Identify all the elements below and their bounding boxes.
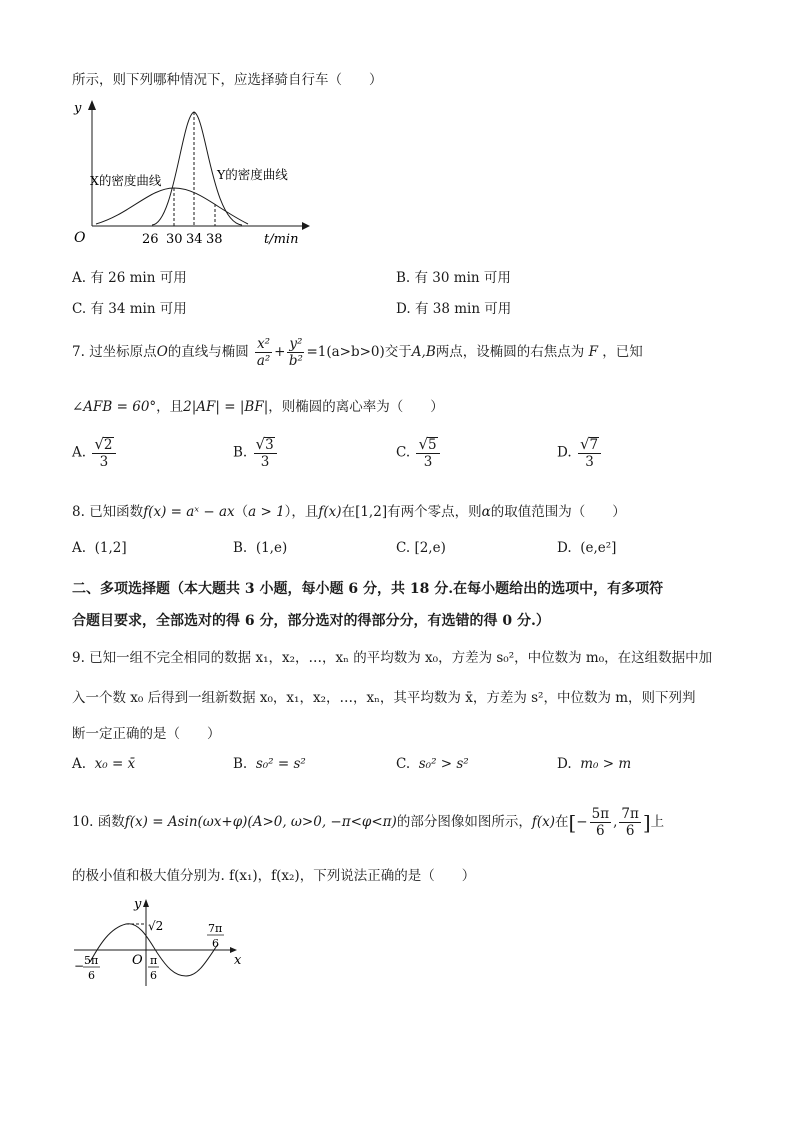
q8-option-b[interactable]: B. (1,e) [233,540,288,556]
q10-sqrt2-label: √2 [148,919,164,933]
q9-option-b[interactable]: B. s₀² = s² [233,756,306,772]
q10-x-label: x [234,953,242,968]
q6-density-graph [70,96,340,252]
q6-option-d[interactable]: D. 有 38 min 可用 [396,301,512,317]
q6-x-label: t/min [264,232,299,247]
q10-neg5pi-num: 5π [84,954,99,967]
q10-neg5pi-den: 6 [88,969,95,982]
q6-option-b[interactable]: B. 有 30 min 可用 [396,270,511,286]
q10-sine-graph [70,892,250,988]
q7-option-d[interactable]: D. $\frac{√7}{3}$ [557,436,603,470]
q6-tick-38: 38 [206,232,223,247]
q9-stem-line2: 入一个数 x₀ 后得到一组新数据 x₀，x₁，x₂，…，xₙ，其平均数为 x̄，方差为 s²，中位数为 m，则下列判 [72,690,696,706]
q10-stem-line1: 10. 函数f(x) = Asin(ωx+φ)(A>0, ω>0, −π<φ<π)的部分图像如图所示，f(x)在[− $\frac{5\pi}{6}$ , $\frac{7\pi}{6}$ ]上 [72,806,665,839]
x-density-curve [96,188,248,224]
section2-heading-line2: 合题目要求，全部选对的得 6 分，部分选对的得部分分，有选错的得 0 分.） [72,613,550,629]
q10-7pi-den: 6 [212,937,219,950]
q10-stem-line2: 的极小值和极大值分别为. f(x₁)，f(x₂)，下列说法正确的是（ ） [72,868,476,884]
q9-stem-line3: 断一定正确的是（ ） [72,726,221,742]
q9-stem-line1: 9. 已知一组不完全相同的数据 x₁，x₂，…，xₙ 的平均数为 x₀，方差为 s₀²，中位数为 m₀，在这组数据中加 [72,650,713,666]
q7-option-b[interactable]: B. $\frac{√3}{3}$ [233,436,279,470]
q6-tick-26: 26 [142,232,159,247]
q9-option-a[interactable]: A. x₀ = x̄ [72,756,136,772]
q10-pi-den: 6 [150,969,157,982]
q6-y-curve-label: Y的密度曲线 [217,167,288,182]
q10-y-label: y [134,897,142,912]
q7-stem-line1: 7. 过坐标原点O的直线与椭圆 $\frac{\text{x²}}{\text{a²}}$ + $\frac{\text{y²}}{\text{b²}}$ =1(a>b>0)交于A,B两点，设椭圆的右焦点为 F ，已知 [72,336,643,369]
q6-x-curve-label: X的密度曲线 [90,173,162,188]
q7-frac-y: $\frac{\text{y²}}{\text{b²}}$ [288,336,303,369]
q6-option-a[interactable]: A. 有 26 min 可用 [72,270,187,286]
q7-frac-x: $\frac{\text{x²}}{\text{a²}}$ [256,336,271,369]
q9-option-d[interactable]: D. m₀ > m [557,756,632,772]
q10-y-arrow-icon [143,899,149,907]
q10-pi-num: π [150,954,158,967]
q8-option-d[interactable]: D. (e,e²] [557,540,617,556]
q6-option-c[interactable]: C. 有 34 min 可用 [72,301,187,317]
x-axis-arrow-icon [302,222,310,230]
q10-neg-sign: − [74,959,85,973]
section2-heading-line1: 二、多项选择题（本大题共 3 小题，每小题 6 分，共 18 分.在每小题给出的选项中，有多项符 [72,581,664,597]
q8-option-c[interactable]: C. [2,e) [396,540,446,556]
q10-7pi-num: 7π [208,922,223,935]
q10-origin-label: O [132,953,143,968]
q6-tick-30: 30 [166,232,183,247]
q7-option-c[interactable]: C. $\frac{√5}{3}$ [396,436,442,470]
q6-stem-end: 所示，则下列哪种情况下，应选择骑自行车（ ） [72,72,383,88]
q6-y-label: y [74,101,82,116]
q6-tick-34: 34 [186,232,203,247]
y-axis-arrow-icon [88,100,96,110]
q8-option-a[interactable]: A. (1,2] [72,540,127,556]
q9-option-c[interactable]: C. s₀² > s² [396,756,469,772]
q7-stem-line2: ∠AFB = 60°，且2|AF| = |BF|，则椭圆的离心率为（ ） [72,399,444,415]
q8-stem: 8. 已知函数f(x) = aˣ − ax（a > 1），且f(x)在[1,2]有两个零点，则α的取值范围为（ ） [72,504,626,520]
q6-origin-label: O [74,230,86,246]
q7-option-a[interactable]: A. $\frac{√2}{3}$ [72,436,118,470]
